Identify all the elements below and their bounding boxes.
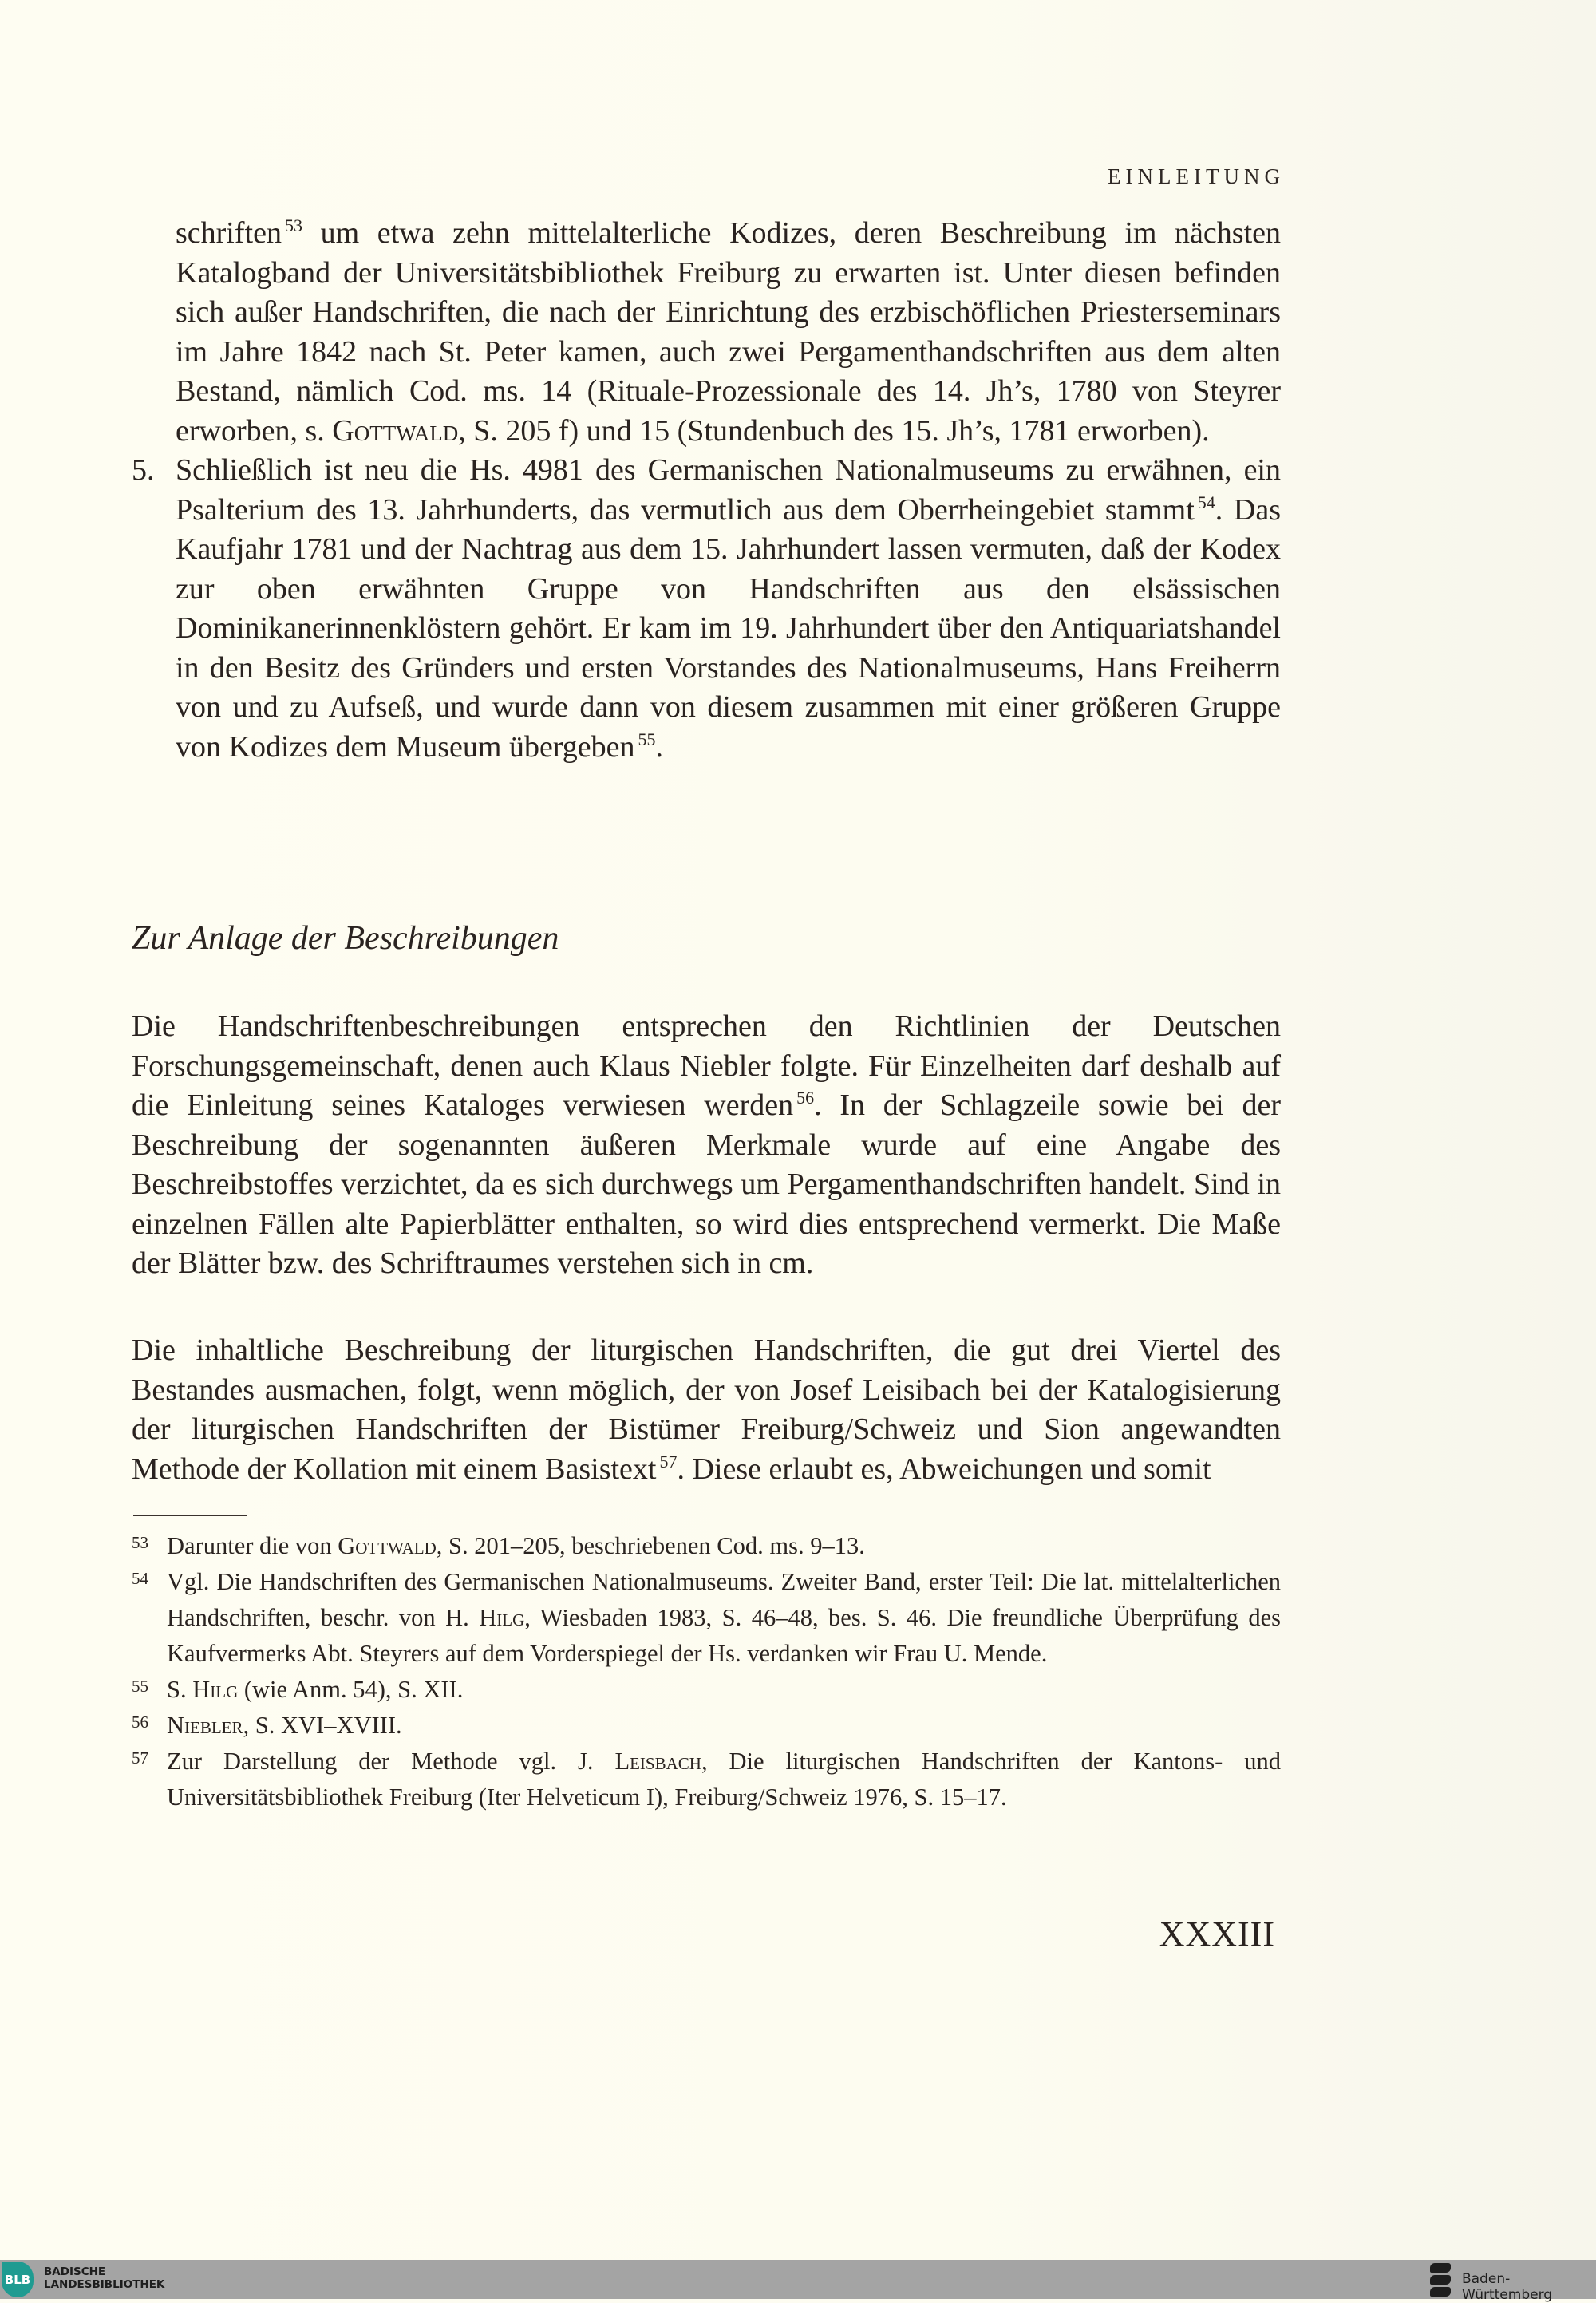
footnote-number: 55: [132, 1677, 148, 1696]
page-number: XXXIII: [1159, 1914, 1275, 1953]
footnote-number: 56: [132, 1712, 148, 1732]
footnotes: [132, 1528, 1281, 1815]
text-run: . Diese erlaubt es, Abweichungen und somit: [677, 1452, 1211, 1486]
paragraph-1-block: [132, 1007, 1281, 1284]
footnote-54: [132, 1564, 1281, 1672]
running-head: EINLEITUNG: [1108, 164, 1285, 188]
author-name: Gottwald: [332, 413, 459, 448]
lion-icon: [1430, 2287, 1451, 2297]
upper-text-block: [132, 214, 1281, 767]
library-name-line-2: LANDESBIBLIOTHEK: [44, 2278, 165, 2291]
text-run: , S. 201–205, beschriebenen Cod. ms. 9–13.: [436, 1532, 865, 1559]
blb-logo-icon[interactable]: BLB: [2, 2262, 34, 2297]
viewer-footer-bar: [0, 2260, 1596, 2303]
footnote-separator: [133, 1515, 247, 1516]
text-run: .: [655, 729, 664, 764]
text-run: Die Handschriftenbeschreibungen entsprechen den Richtlinien der Deutschen Forschungsgemeinschaft, denen auch Klaus Niebler folgte. Für Einzelheiten darf deshalb auf die Einleitung seines Kataloges verwiesen werden: [132, 1009, 1281, 1122]
author-name: Niebler: [167, 1712, 243, 1739]
paragraph-1: [132, 1007, 1281, 1284]
text-run: Darunter die von: [167, 1532, 338, 1559]
section-heading: Zur Anlage der Beschreibungen: [132, 920, 559, 957]
author-name: Hilg: [192, 1676, 239, 1703]
footnote-56: [132, 1708, 1281, 1744]
state-name[interactable]: Baden-Württemberg: [1462, 2271, 1553, 2303]
author-name: Hilg: [479, 1604, 525, 1631]
footnote-number: 53: [132, 1533, 148, 1552]
text-run: S.: [167, 1676, 193, 1703]
text-run: um etwa zehn mittelalterliche Kodizes, deren Beschreibung im nächsten Katalogband der Universitätsbibliothek Freiburg zu erwarten ist. Unter diesen befinden sich außer Handschriften, die nach der Einrichtung des erzbischöflichen Priesterseminars im Jahre 1842 nach St. Peter kamen, auch zwei Pergamenthandschriften aus dem alten Bestand, nämlich Cod. ms. 14 (Rituale-Prozessionale des 14. Jh’s, 1780 von Steyrer erworben, s.: [176, 216, 1281, 448]
author-name: Gottwald: [338, 1532, 437, 1559]
text-run: , Wiesbaden 1983, S. 46–48, bes. S. 46. Die freundliche Überprüfung des Kaufvermerks Abt. Steyrers auf dem Vorderspiegel der Hs. verdanken wir Frau U. Mende.: [167, 1604, 1281, 1667]
lion-icon: [1430, 2263, 1451, 2273]
footnote-ref-56[interactable]: 56: [796, 1088, 815, 1108]
footnote-number: 57: [132, 1748, 148, 1768]
baden-wuerttemberg-lions-icon: [1430, 2263, 1451, 2297]
text-run: . In der Schlagzeile sowie bei der Beschreibung der sogenannten äußeren Merkmale wurde auf eine Angabe des Beschreibstoffes verzichtet, da es sich durchwegs um Pergamenthandschriften handelt. Sind in einzelnen Fällen alte Papierblätter enthalten, so wird dies entsprechend vermerkt. Die Maße der Blätter bzw. des Schriftraumes verstehen sich in cm.: [132, 1088, 1281, 1280]
library-name[interactable]: [44, 2265, 164, 2291]
continuation-paragraph: [132, 214, 1281, 451]
footnote-57: [132, 1744, 1281, 1815]
footnote-ref-57[interactable]: 57: [659, 1451, 678, 1471]
paragraph-2: [132, 1331, 1281, 1489]
text-run: Schließlich ist neu die Hs. 4981 des Germanischen Nationalmuseums zu erwähnen, ein Psalterium des 13. Jahrhunderts, das vermutlich aus dem Oberrheingebiet stammt: [176, 453, 1281, 527]
text-run: Vgl. Die Handschriften des Germanischen Nationalmuseums. Zweiter Band, erster Teil: Die lat. mittelalterlichen Handschriften, beschr. von H.: [167, 1568, 1281, 1631]
text-run: Zur Darstellung der Methode vgl. J.: [167, 1748, 615, 1775]
library-name-line-1: BADISCHE: [44, 2265, 106, 2278]
text-run: Die inhaltliche Beschreibung der liturgischen Handschriften, die gut drei Viertel des Bestandes ausmachen, folgt, wenn möglich, der von Josef Leisibach bei der Katalogisierung der liturgischen Handschriften der Bistümer Freiburg/Schweiz und Sion angewandten Methode der Kollation mit einem Basistext: [132, 1333, 1281, 1486]
paragraph-2-block: [132, 1331, 1281, 1489]
footnote-55: [132, 1672, 1281, 1708]
footnote-ref-53[interactable]: 53: [284, 215, 302, 235]
author-name: Leisbach: [614, 1748, 701, 1775]
text-run: , Die liturgischen Handschriften der Kantons- und Universitätsbibliothek Freiburg (Iter Helveticum I), Freiburg/Schweiz 1976, S. 15–17.: [167, 1748, 1282, 1811]
text-run: , S. XVI–XVIII.: [243, 1712, 402, 1739]
text-run: . Das Kaufjahr 1781 und der Nachtrag aus dem 15. Jahrhundert lassen vermuten, daß der Kodex zur oben erwähnten Gruppe von Handschriften aus den elsässischen Dominikanerinnenklöstern gehört. Er kam im 19. Jahrhundert über den Antiquariatshandel in den Besitz des Gründers und ersten Vorstandes des Nationalmuseums, Hans Freiherrn von und zu Aufseß, und wurde dann von diesem zusammen mit einer größeren Gruppe von Kodizes dem Museum übergeben: [176, 492, 1281, 764]
list-item-5: [132, 451, 1281, 767]
footnote-53: [132, 1528, 1281, 1564]
list-number: 5.: [132, 453, 155, 487]
footnote-ref-54[interactable]: 54: [1197, 492, 1215, 512]
lion-icon: [1430, 2275, 1451, 2285]
footnote-ref-55[interactable]: 55: [638, 729, 656, 749]
footnote-number: 54: [132, 1569, 148, 1588]
text-run: (wie Anm. 54), S. XII.: [238, 1676, 464, 1703]
text-run: , S. 205 f) und 15 (Stundenbuch des 15. Jh’s, 1781 erworben).: [458, 413, 1210, 448]
text-run: schriften: [176, 216, 282, 250]
